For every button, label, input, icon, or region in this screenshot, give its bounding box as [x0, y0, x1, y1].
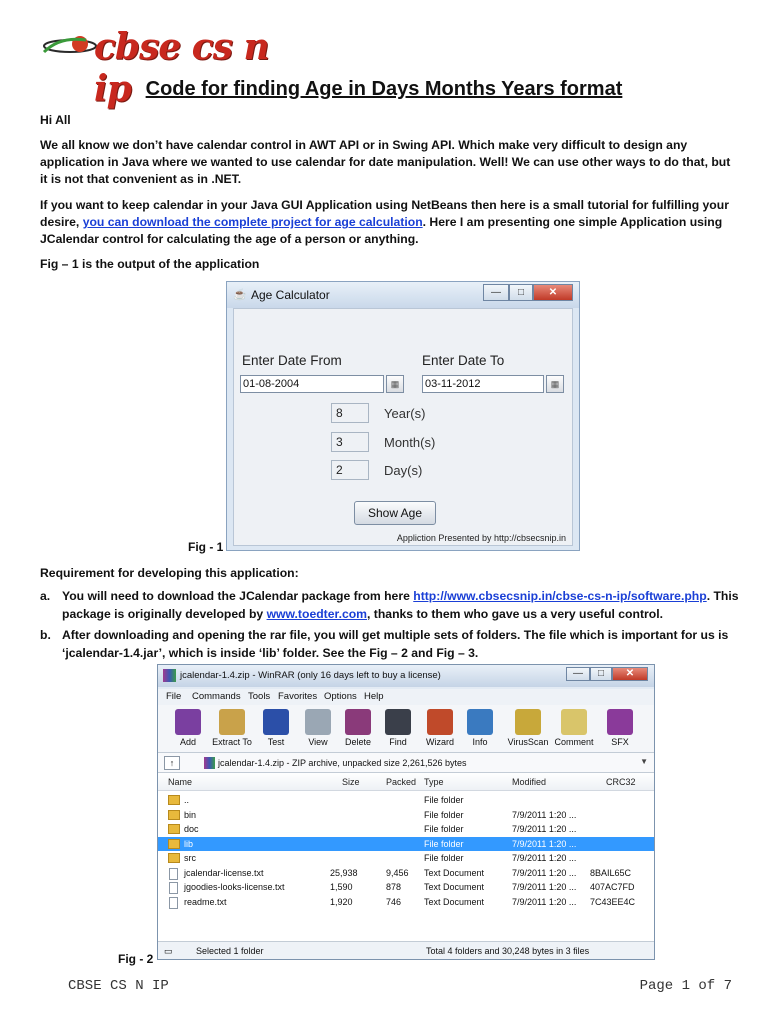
- extract-to-button[interactable]: Extract To: [210, 707, 254, 751]
- cell-name: jgoodies-looks-license.txt: [184, 882, 285, 892]
- file-list: [158, 773, 654, 941]
- show-age-button[interactable]: Show Age: [354, 501, 436, 525]
- software-download-link[interactable]: http://www.cbsecsnip.in/cbse-cs-n-ip/software.php: [413, 589, 707, 603]
- table-row[interactable]: [158, 808, 654, 823]
- fig1-label: Fig - 1: [188, 540, 224, 554]
- cell-modified: 7/9/2011 1:20 ...: [512, 867, 577, 878]
- greeting: Hi All: [40, 113, 71, 127]
- toolbar: [158, 705, 654, 753]
- cell-size: 1,920: [330, 896, 353, 907]
- binoculars-icon: [385, 709, 411, 735]
- tutorial-paragraph: If you want to keep calendar in your Java GUI Application using NetBeans then here is a small tutorial for fulfilling your desire, you can download the complete project for age calculation. Here I am presenting one simple Application using JCalendar control for calculating the age of a person or anything.: [40, 198, 729, 246]
- folder-icon: [168, 824, 180, 834]
- menu-favorites[interactable]: Favorites: [278, 691, 318, 702]
- cell-name: doc: [184, 824, 199, 834]
- list-marker: b.: [40, 628, 51, 642]
- minimize-button[interactable]: —: [483, 284, 509, 301]
- table-row[interactable]: [158, 866, 654, 881]
- menu-commands[interactable]: Commands: [192, 691, 241, 702]
- col-type[interactable]: Type: [424, 777, 444, 787]
- maximize-button[interactable]: □: [590, 667, 612, 681]
- text-file-icon: [169, 868, 178, 880]
- folder-icon: [168, 810, 180, 820]
- col-modified[interactable]: Modified: [512, 777, 547, 787]
- winrar-app-icon: [163, 669, 176, 682]
- date-to-input[interactable]: 03-11-2012: [422, 375, 544, 393]
- logo-swoosh-icon: [40, 34, 100, 58]
- cell-crc: 7C43EE4C: [590, 896, 636, 907]
- up-folder-button[interactable]: ↑: [164, 756, 180, 770]
- folder-icon: [168, 839, 180, 849]
- date-from-label: Enter Date From: [242, 353, 342, 368]
- footer-page-number: Page 1 of 7: [639, 978, 732, 994]
- table-row[interactable]: [158, 822, 654, 837]
- cell-size: 25,938: [330, 867, 358, 878]
- close-button[interactable]: ✕: [533, 284, 573, 301]
- calendar-from-button[interactable]: ▦: [386, 375, 404, 393]
- cell-packed: 746: [386, 896, 402, 907]
- requirement-heading: Requirement for developing this application:: [40, 566, 299, 580]
- app-credit: Appliction Presented by http://cbsecsnip.in: [396, 533, 566, 543]
- days-label: Day(s): [384, 463, 423, 478]
- text-file-icon: [169, 882, 178, 894]
- virusscan-button[interactable]: VirusScan: [506, 707, 550, 751]
- cell-name: lib: [184, 838, 194, 849]
- cell-name: readme.txt: [184, 896, 227, 907]
- extract-folder-icon: [219, 709, 245, 735]
- table-row[interactable]: [158, 895, 654, 910]
- menu-help[interactable]: Help: [364, 691, 384, 702]
- cell-packed: 9,456: [386, 867, 409, 878]
- menu-tools[interactable]: Tools: [248, 691, 271, 702]
- cell-type: File folder: [424, 824, 464, 834]
- status-selection: Selected 1 folder: [196, 946, 264, 956]
- calendar-to-button[interactable]: ▦: [546, 375, 564, 393]
- table-row[interactable]: [158, 793, 654, 808]
- cell-packed: 878: [386, 882, 402, 892]
- table-row[interactable]: [158, 880, 654, 895]
- winrar-window: [157, 664, 655, 960]
- cell-modified: 7/9/2011 1:20 ...: [512, 896, 577, 907]
- toedter-link[interactable]: www.toedter.com: [266, 606, 368, 621]
- col-name[interactable]: Name: [168, 777, 193, 787]
- cell-type: File folder: [424, 853, 464, 863]
- cell-name: ..: [184, 795, 190, 805]
- site-logo: [40, 24, 280, 110]
- cell-modified: 7/9/2011 1:20 ...: [512, 853, 577, 863]
- logo-text: cbse cs n ip: [94, 26, 269, 110]
- path-bar: [158, 753, 654, 773]
- status-bar: [158, 941, 654, 959]
- test-button[interactable]: Test: [254, 707, 298, 751]
- comment-button[interactable]: Comment: [552, 707, 596, 751]
- sfx-button[interactable]: SFX: [598, 707, 642, 751]
- cell-crc: 8BAIL65C: [590, 867, 632, 878]
- footer-site: CBSE CS N IP: [68, 978, 169, 994]
- window-title: jcalendar-1.4.zip - WinRAR (only 16 days left to buy a license): [180, 670, 441, 681]
- col-packed[interactable]: Packed: [386, 777, 417, 787]
- wizard-icon: [427, 709, 453, 735]
- list-marker: a.: [40, 589, 51, 603]
- months-label: Month(s): [384, 435, 436, 450]
- cell-name: jcalendar-license.txt: [184, 867, 264, 878]
- table-row[interactable]: [158, 837, 654, 852]
- wizard-button[interactable]: Wizard: [418, 707, 462, 751]
- view-button[interactable]: View: [296, 707, 340, 751]
- text-file-icon: [169, 897, 178, 909]
- cell-modified: 7/9/2011 1:20 ...: [512, 824, 577, 834]
- info-icon: [467, 709, 493, 735]
- cell-type: Text Document: [424, 867, 485, 878]
- months-output: 3: [331, 432, 369, 452]
- minimize-button[interactable]: —: [566, 667, 590, 681]
- drive-icon: ▭: [164, 946, 173, 956]
- intro-paragraph: We all know we don’t have calendar control in AWT API or in Swing API. Which make very difficult to design any application in Java where we wanted to use calendar for date manipulation. Well! We can use other ways to do that, but it is not that convenient as in .NET.: [40, 138, 731, 186]
- sfx-icon: [607, 709, 633, 735]
- menu-file[interactable]: File: [166, 691, 182, 702]
- project-download-link[interactable]: you can download the complete project for age calculation: [82, 215, 423, 229]
- fig1-intro: Fig – 1 is the output of the application: [40, 257, 260, 271]
- chevron-down-icon[interactable]: ▼: [640, 757, 648, 766]
- comment-pen-icon: [561, 709, 587, 735]
- status-total: Total 4 folders and 30,248 bytes in 3 files: [426, 946, 590, 956]
- window-titlebar: [227, 282, 579, 308]
- delete-button[interactable]: Delete: [336, 707, 380, 751]
- archive-path: jcalendar-1.4.zip - ZIP archive, unpacked size 2,261,526 bytes: [218, 758, 467, 768]
- zip-archive-icon: [204, 757, 215, 769]
- menu-bar: [158, 689, 654, 705]
- add-archive-icon: [175, 709, 201, 735]
- window-titlebar: [158, 665, 654, 687]
- find-button[interactable]: Find: [376, 707, 420, 751]
- page-title: Code for finding Age in Days Months Years format: [145, 78, 623, 100]
- col-crc32[interactable]: CRC32: [606, 777, 636, 787]
- years-output: 8: [331, 403, 369, 423]
- cell-name: src: [184, 853, 196, 863]
- test-check-icon: [263, 709, 289, 735]
- folder-icon: [168, 795, 180, 805]
- cell-type: File folder: [424, 809, 464, 820]
- cell-name: bin: [184, 809, 197, 820]
- list-item: b. After downloading and opening the rar file, you will get multiple sets of folders. The file which is important for us is ‘jcalendar-1.4.jar’, which is inside ‘lib’ folder. See the Fig – 2 and Fig – 3.: [40, 628, 729, 660]
- cell-type: File folder: [424, 795, 464, 805]
- cell-type: Text Document: [424, 896, 485, 907]
- folder-icon: [168, 853, 180, 863]
- virus-scan-icon: [515, 709, 541, 735]
- window-title: Age Calculator: [251, 288, 330, 302]
- java-app-icon: ☕: [233, 289, 247, 301]
- cell-crc: 407AC7FD: [590, 882, 635, 892]
- add-button[interactable]: Add: [166, 707, 210, 751]
- days-output: 2: [331, 460, 369, 480]
- date-from-input[interactable]: 01-08-2004: [240, 375, 384, 393]
- cell-type: Text Document: [424, 882, 485, 892]
- column-header: [158, 773, 654, 791]
- col-size[interactable]: Size: [342, 777, 360, 787]
- age-calculator-window: [226, 281, 580, 551]
- close-button[interactable]: ✕: [612, 667, 648, 681]
- cell-modified: 7/9/2011 1:20 ...: [512, 838, 577, 849]
- list-item: a. You will need to download the JCalendar package from here http://www.cbsecsnip.in/cbse-cs-n-ip/software.php. This package is originally developed by www.toedter.com, thanks to them who gave us a very useful control.: [40, 589, 739, 621]
- cell-modified: 7/9/2011 1:20 ...: [512, 882, 577, 892]
- cell-size: 1,590: [330, 882, 353, 892]
- window-content: [233, 308, 573, 546]
- info-button[interactable]: Info: [458, 707, 502, 751]
- table-row[interactable]: [158, 851, 654, 866]
- maximize-button[interactable]: □: [509, 284, 533, 301]
- cell-modified: 7/9/2011 1:20 ...: [512, 809, 577, 820]
- date-to-label: Enter Date To: [422, 353, 505, 368]
- menu-options[interactable]: Options: [324, 691, 357, 702]
- years-label: Year(s): [384, 406, 426, 421]
- delete-icon: [345, 709, 371, 735]
- cell-type: File folder: [424, 838, 464, 849]
- fig2-label: Fig - 2: [118, 952, 154, 966]
- view-glasses-icon: [305, 709, 331, 735]
